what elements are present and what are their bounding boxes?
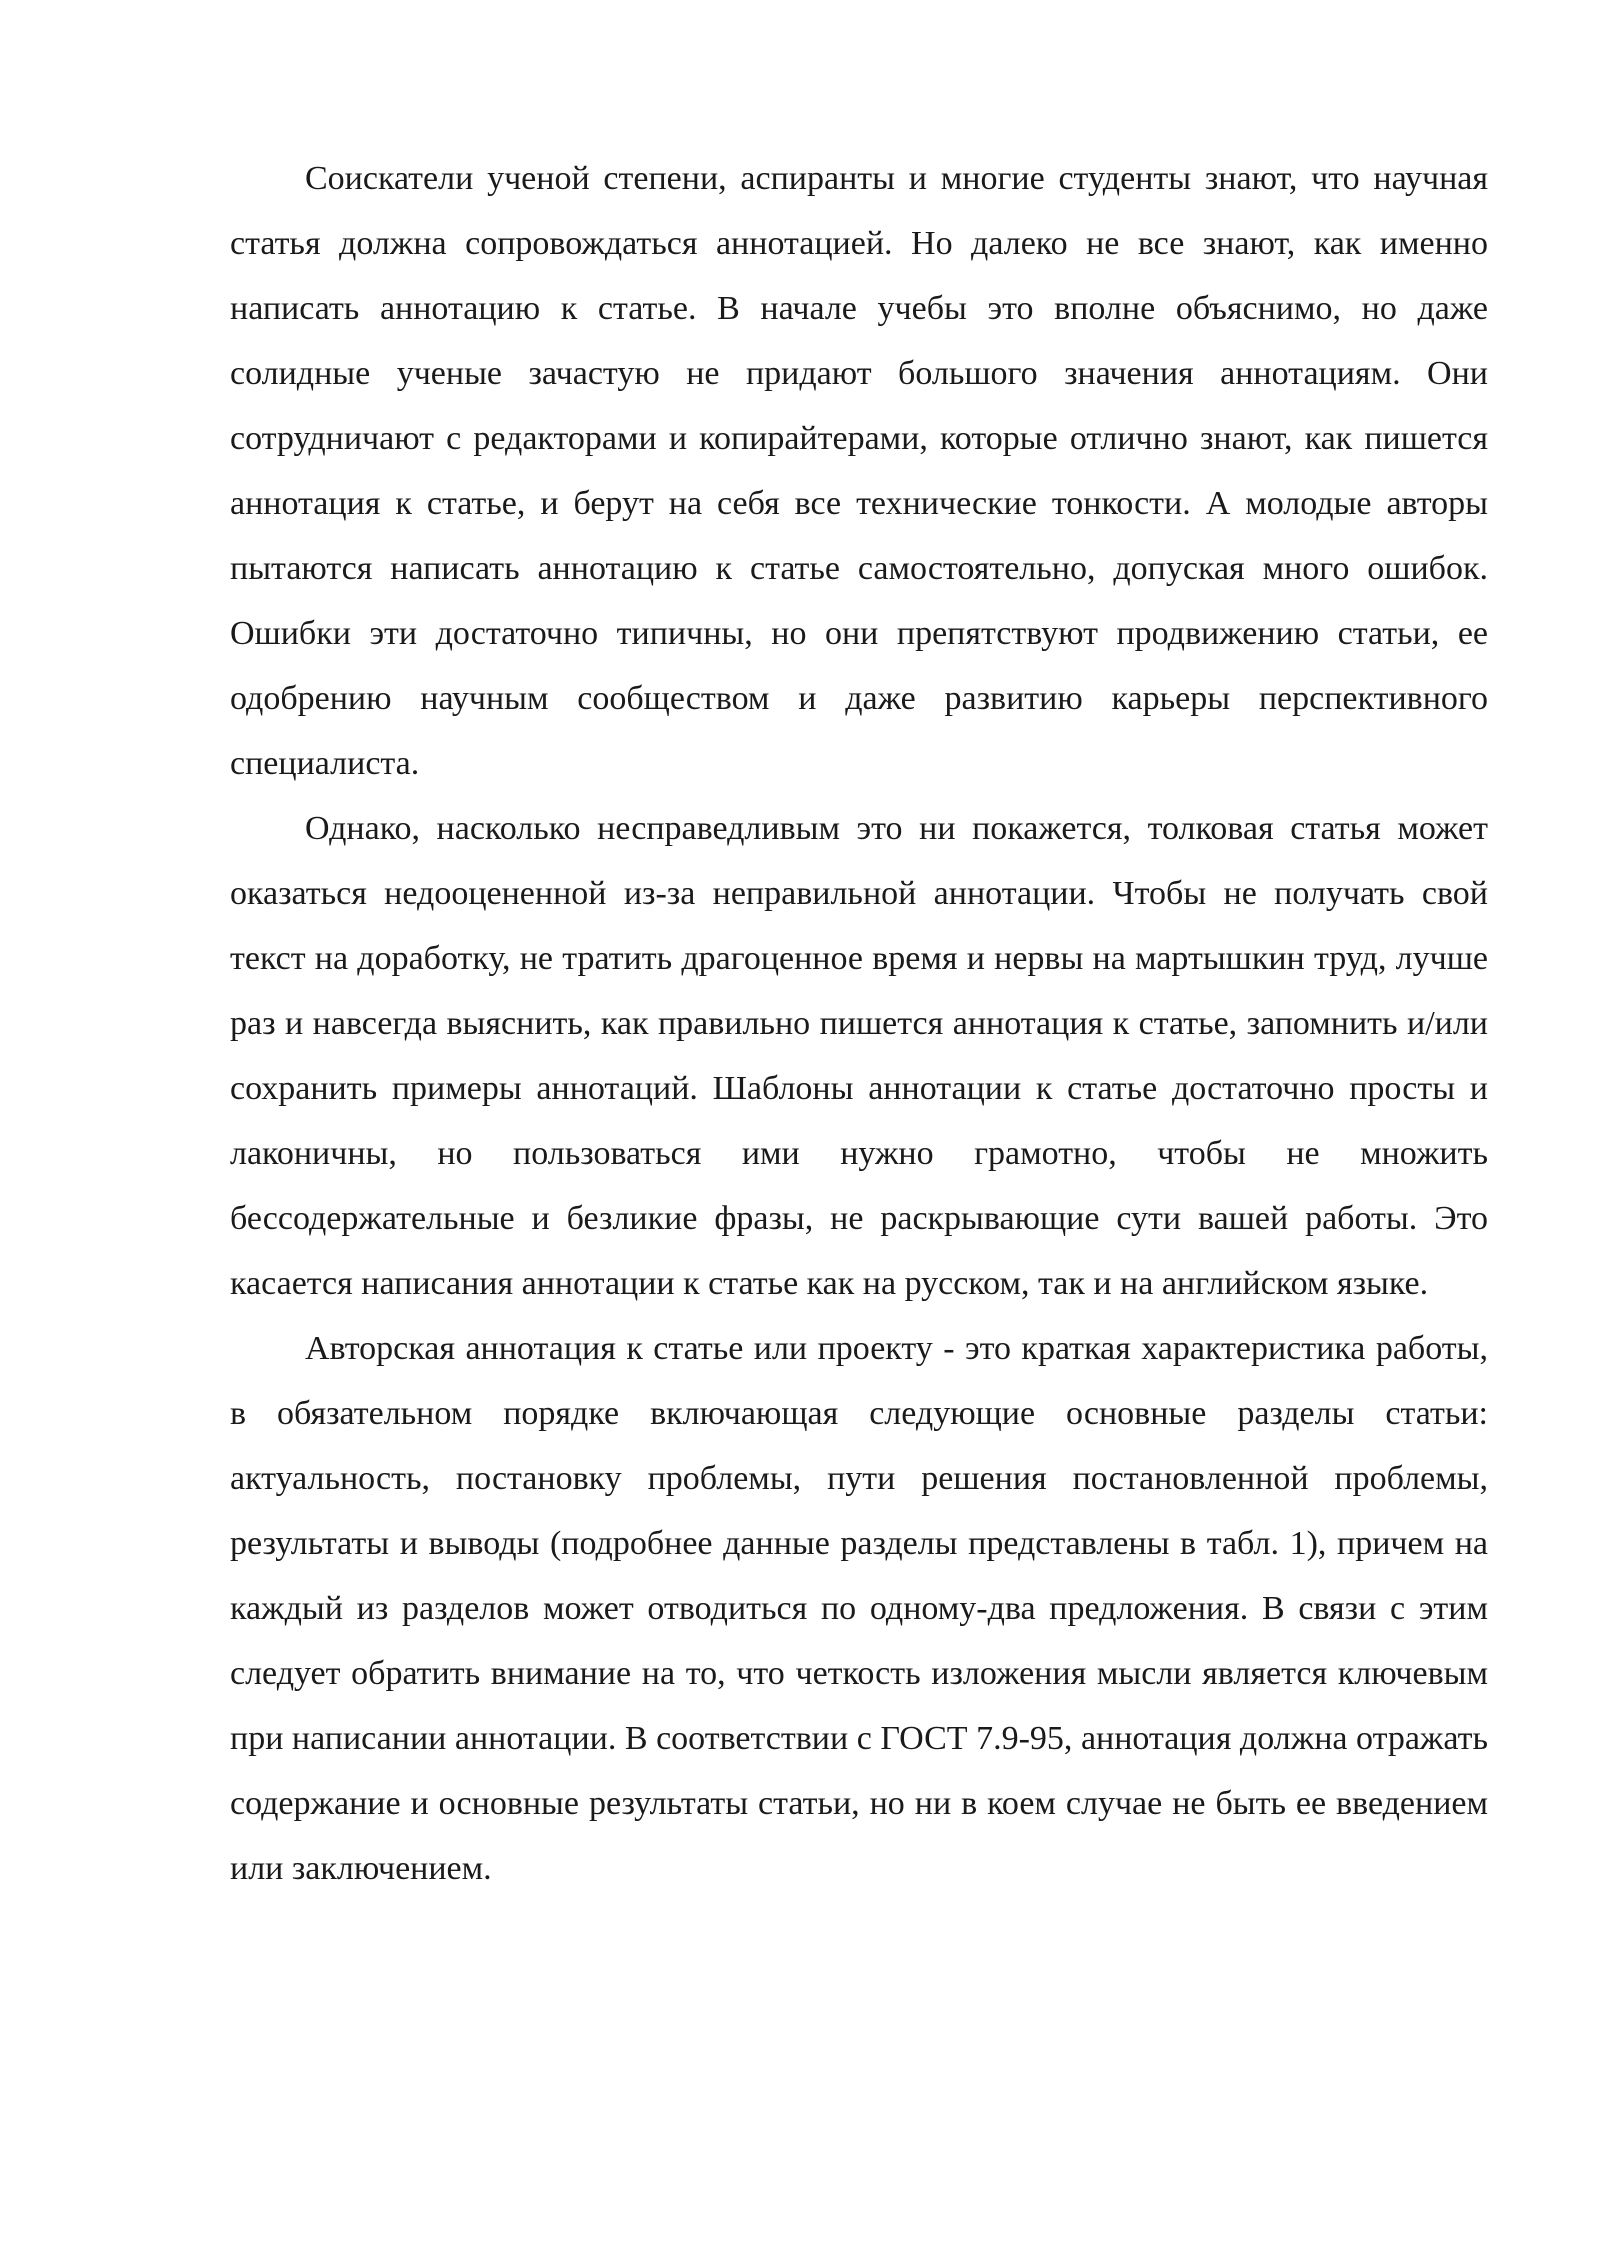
document-text	[230, 146, 1488, 1901]
paragraph-3: Авторская аннотация к статье или проекту - это краткая характеристика работы, в обязательном порядке включающая следующие основные разделы статьи: актуальность, постановку проблемы, пути решения постановленной проблемы, результаты и выводы (подробнее данные разделы представлены в табл. 1), причем на каждый из разделов может отводиться по одному-два предложения. В связи с этим следует обратить внимание на то, что четкость изложения мысли является ключевым при написании аннотации. В соответствии с ГОСТ 7.9-95, аннотация должна отражать содержание и основные результаты статьи, но ни в коем случае не быть ее введением или заключением.	[230, 1330, 1488, 1887]
paragraph-1: Соискатели ученой степени, аспиранты и многие студенты знают, что научная статья должна сопровождаться аннотацией. Но далеко не все знают, как именно написать аннотацию к статье. В начале учебы это вполне объяснимо, но даже солидные ученые зачастую не придают большого значения аннотациям. Они сотрудничают с редакторами и копирайтерами, которые отлично знают, как пишется аннотация к статье, и берут на себя все технические тонкости. А молодые авторы пытаются написать аннотацию к статье самостоятельно, допуская много ошибок. Ошибки эти достаточно типичны, но они препятствуют продвижению статьи, ее одобрению научным сообществом и даже развитию карьеры перспективного специалиста.	[230, 160, 1488, 782]
paragraph-2: Однако, насколько несправедливым это ни покажется, толковая статья может оказаться недооцененной из-за неправильной аннотации. Чтобы не получать свой текст на доработку, не тратить драгоценное время и нервы на мартышкин труд, лучше раз и навсегда выяснить, как правильно пишется аннотация к статье, запомнить и/или сохранить примеры аннотаций. Шаблоны аннотации к статье достаточно просты и лаконичны, но пользоваться ими нужно грамотно, чтобы не множить бессодержательные и безликие фразы, не раскрывающие сути вашей работы. Это касается написания аннотации к статье как на русском, так и на английском языке.	[230, 810, 1488, 1302]
